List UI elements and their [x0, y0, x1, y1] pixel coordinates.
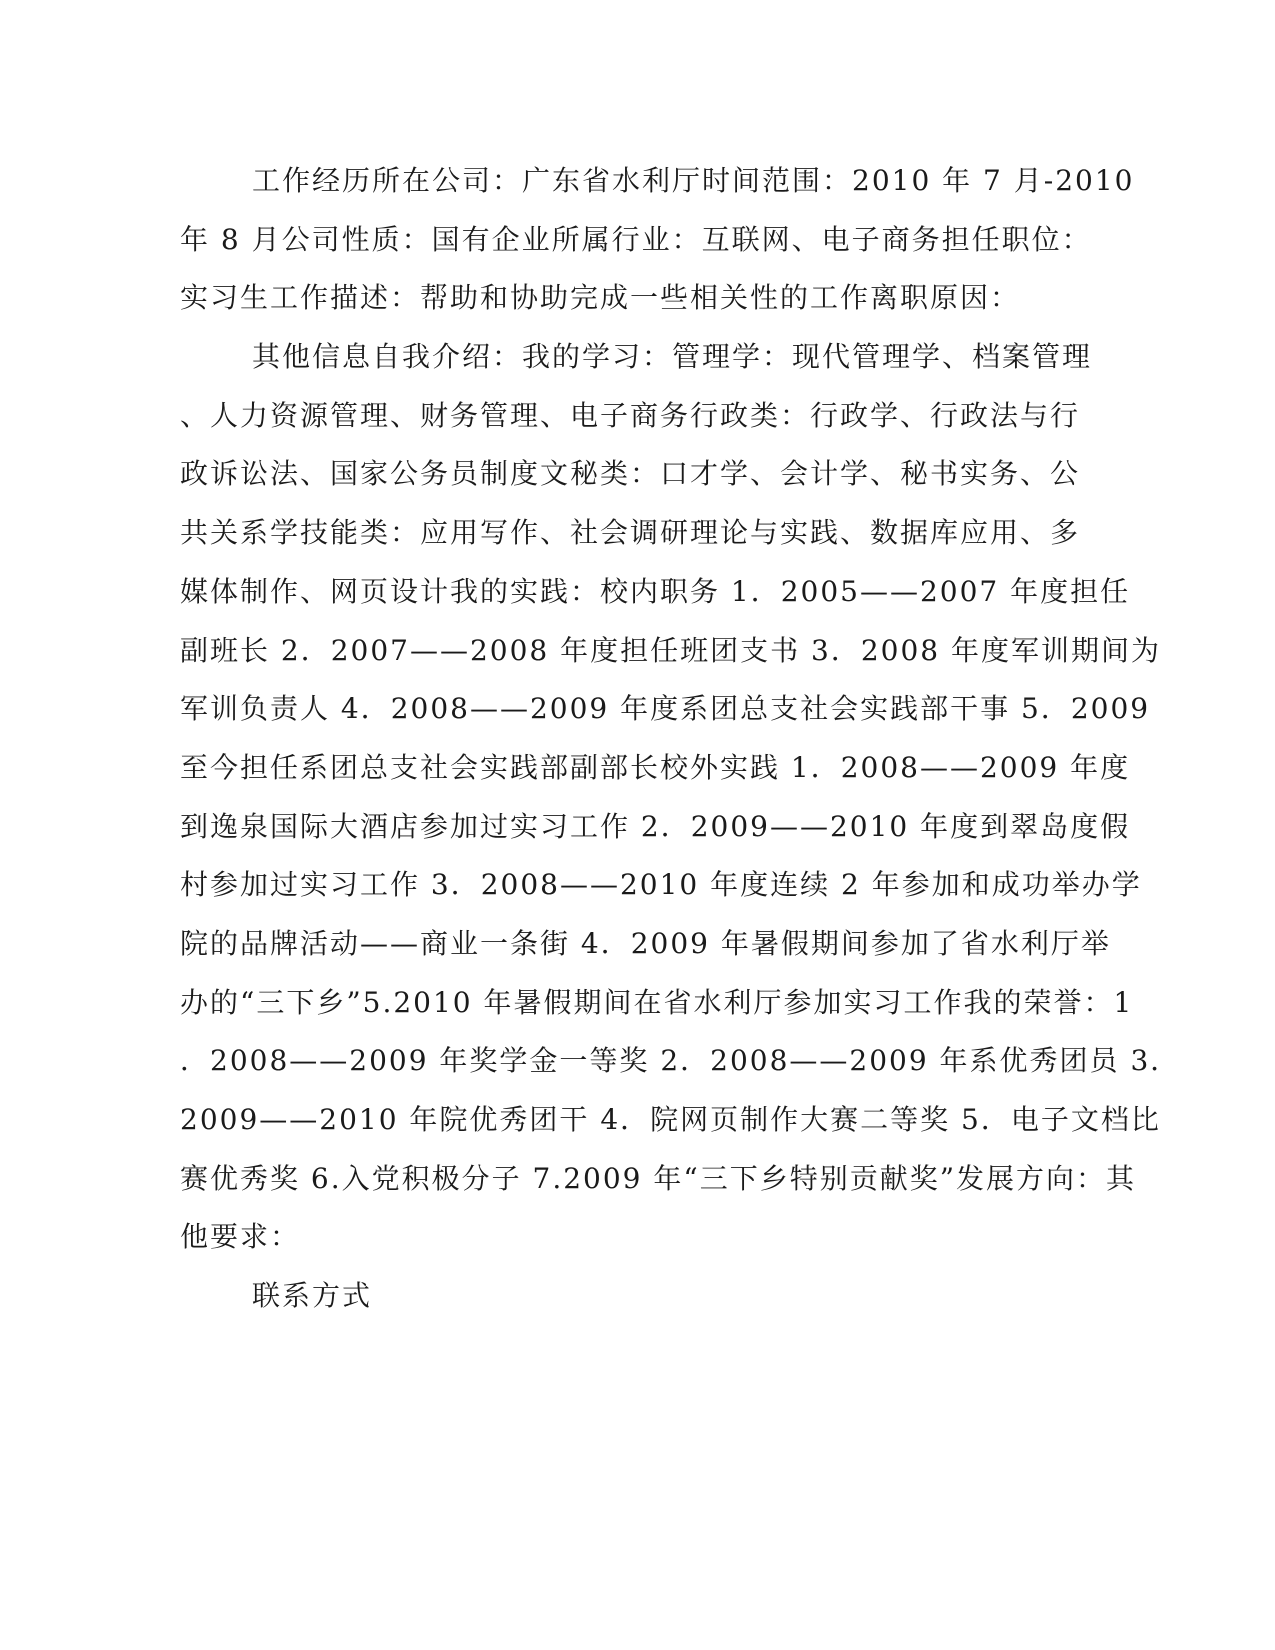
- paragraph-other-info-line-7: 军训负责人 4．2008——2009 年度系团总支社会实践部干事 5．2009: [180, 692, 1151, 726]
- paragraph-other-info-line-4: 共关系学技能类：应用写作、社会调研理论与实践、数据库应用、多: [180, 516, 1081, 550]
- paragraph-other-info-line-9: 到逸泉国际大酒店参加过实习工作 2．2009——2010 年度到翠岛度假: [180, 809, 1131, 843]
- paragraph-other-info-line-12: 办的“三下乡”5.2010 年暑假期间在省水利厅参加实习工作我的荣誉：1: [180, 985, 1134, 1019]
- paragraph-work-experience-line-1: 工作经历所在公司：广东省水利厅时间范围：2010 年 7 月-2010: [252, 164, 1135, 197]
- paragraph-other-info-line-1: 其他信息自我介绍：我的学习：管理学：现代管理学、档案管理: [252, 340, 1093, 374]
- paragraph-other-info-line-16: 他要求：: [180, 1220, 301, 1254]
- paragraph-other-info-line-11: 院的品牌活动——商业一条街 4．2009 年暑假期间参加了省水利厅举: [180, 926, 1111, 960]
- paragraph-other-info-line-15: 赛优秀奖 6.入党积极分子 7.2009 年“三下乡特别贡献奖”发展方向：其: [180, 1161, 1137, 1195]
- paragraph-other-info-line-2: 、人力资源管理、财务管理、电子商务行政类：行政学、行政法与行: [180, 398, 1081, 432]
- paragraph-other-info-line-14: 2009——2010 年院优秀团干 4．院网页制作大赛二等奖 5．电子文档比: [180, 1103, 1161, 1136]
- paragraph-contact-heading: 联系方式: [252, 1279, 373, 1313]
- paragraph-other-info-line-5: 媒体制作、网页设计我的实践：校内职务 1．2005——2007 年度担任: [180, 574, 1131, 608]
- paragraph-work-experience-line-2: 年 8 月公司性质：国有企业所属行业：互联网、电子商务担任职位：: [180, 222, 1092, 256]
- paragraph-other-info-line-10: 村参加过实习工作 3．2008——2010 年度连续 2 年参加和成功举办学: [180, 868, 1142, 902]
- paragraph-other-info-line-8: 至今担任系团总支社会实践部副部长校外实践 1．2008——2009 年度: [180, 750, 1131, 784]
- paragraph-other-info-line-6: 副班长 2．2007——2008 年度担任班团支书 3．2008 年度军训期间为: [180, 633, 1162, 667]
- document-body: [180, 152, 1181, 1326]
- paragraph-other-info-line-3: 政诉讼法、国家公务员制度文秘类：口才学、会计学、秘书实务、公: [180, 457, 1081, 491]
- paragraph-work-experience-line-3: 实习生工作描述：帮助和协助完成一些相关性的工作离职原因：: [180, 281, 1021, 315]
- paragraph-other-info-line-13: ．2008——2009 年奖学金一等奖 2．2008——2009 年系优秀团员 3．: [180, 1044, 1181, 1078]
